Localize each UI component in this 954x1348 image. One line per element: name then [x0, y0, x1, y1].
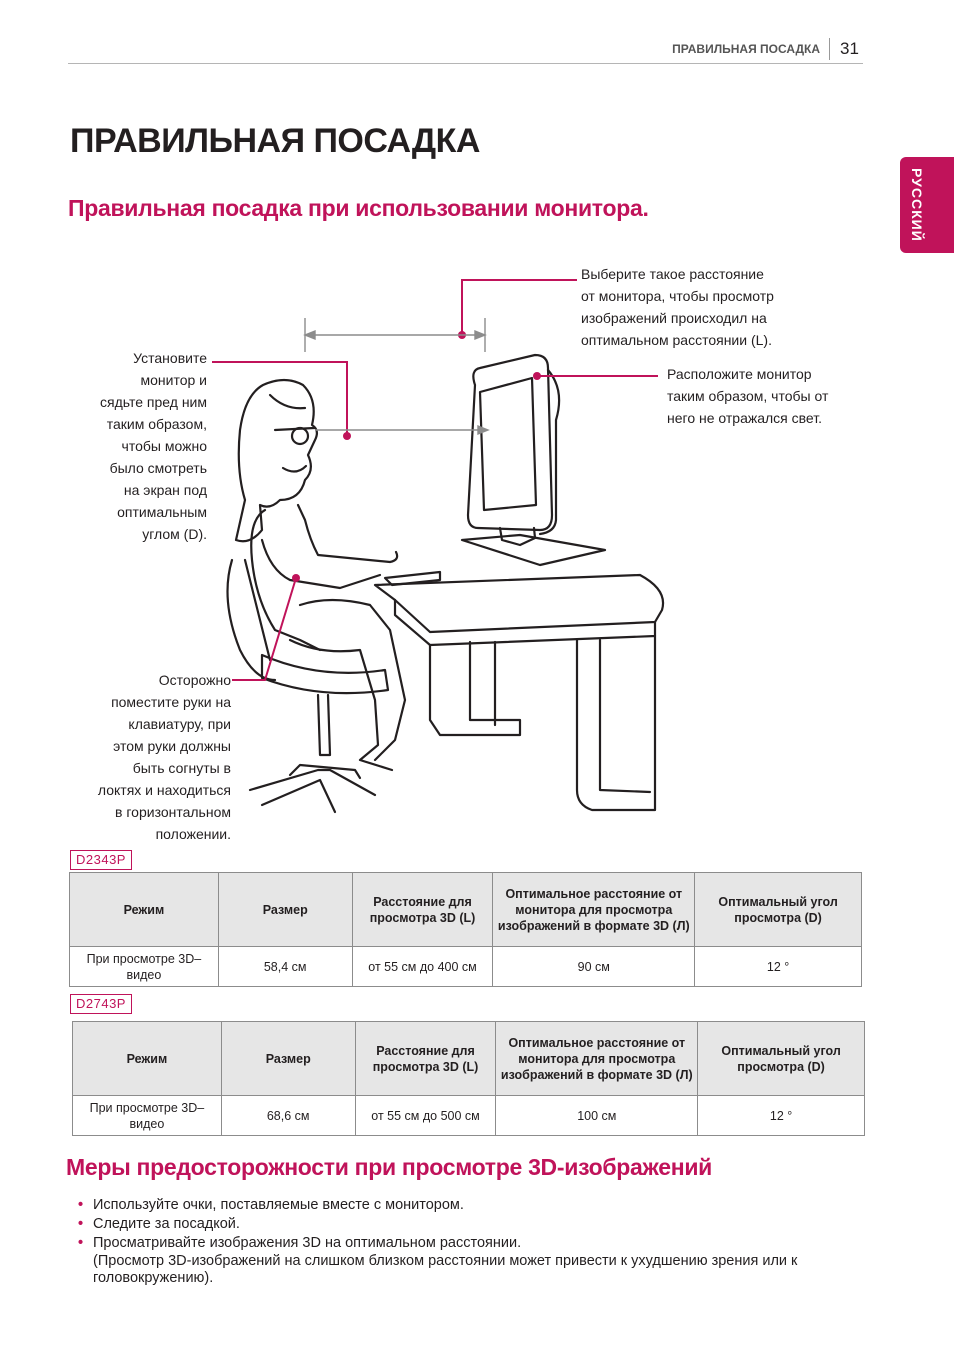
cell-distance: от 55 см до 400 см [352, 947, 493, 987]
cell-mode: При просмотре 3D–видео [70, 947, 219, 987]
table-row [70, 947, 862, 987]
col-optimal-distance: Оптимальное расстояние от монитора для просмотра изображений в формате 3D (Л) [493, 873, 695, 947]
cell-distance: от 55 см до 500 см [355, 1096, 496, 1136]
cell-mode: При просмотре 3D–видео [73, 1096, 222, 1136]
table-header-row [70, 873, 862, 947]
desk-leg-left [430, 642, 520, 735]
list-item: • Следите за посадкой. [78, 1215, 868, 1234]
cell-optimal-distance: 90 см [493, 947, 695, 987]
monitor [468, 355, 552, 530]
col-distance: Расстояние для просмотра 3D (L) [355, 1022, 496, 1096]
table-header-row [73, 1022, 865, 1096]
section-title-posture: Правильная посадка при использовании монитора. [68, 195, 649, 221]
page-number: 31 [840, 39, 859, 58]
note-distance: Выберите такое расстояние от монитора, чтобы просмотр изображений происходил на оптимальном расстоянии (L). [581, 266, 774, 348]
callout-line-distance [462, 280, 577, 335]
cell-optimal-angle: 12 ° [698, 1096, 865, 1136]
callout-dot-glare [533, 372, 541, 380]
note-glare: Расположите монитор таким образом, чтобы от него не отражался свет. [667, 366, 829, 426]
cell-optimal-distance: 100 см [496, 1096, 698, 1136]
col-optimal-angle: Оптимальный угол просмотра (D) [695, 873, 862, 947]
model-tag-d2343p: D2343P [70, 850, 132, 870]
page-title: ПРАВИЛЬНАЯ ПОСАДКА [70, 122, 480, 160]
col-mode: Режим [70, 873, 219, 947]
cell-size: 58,4 см [218, 947, 352, 987]
table-row [73, 1096, 865, 1136]
list-item: • Используйте очки, поставляемые вместе с монитором. [78, 1196, 868, 1215]
note-angle: Установите монитор и сядьте пред ним таким образом, чтобы можно было смотреть на экран под оптимальным углом (D). [100, 350, 207, 542]
cell-size: 68,6 см [221, 1096, 355, 1136]
chair [228, 560, 276, 680]
col-distance: Расстояние для просмотра 3D (L) [352, 873, 493, 947]
col-mode: Режим [73, 1022, 222, 1096]
spec-table-d2743p [72, 1021, 865, 1136]
model-tag-d2743p: D2743P [70, 994, 132, 1014]
language-label: РУССКИЙ [909, 168, 925, 242]
col-optimal-distance: Оптимальное расстояние от монитора для просмотра изображений в формате 3D (Л) [496, 1022, 698, 1096]
precautions-list [78, 1196, 868, 1253]
col-size: Размер [218, 873, 352, 947]
desk-top [375, 575, 663, 632]
section-title-3d-precautions: Меры предосторожности при просмотре 3D-изображений [66, 1154, 712, 1180]
callout-dot-angle [343, 432, 351, 440]
precaution-note: (Просмотр 3D-изображений на слишком близком расстоянии может привести к ухудшению зрения или к головокружению). [93, 1253, 798, 1286]
col-size: Размер [221, 1022, 355, 1096]
running-header-title: ПРАВИЛЬНАЯ ПОСАДКА [672, 42, 820, 56]
col-optimal-angle: Оптимальный угол просмотра (D) [698, 1022, 865, 1096]
callout-line-angle [212, 362, 347, 436]
note-hands: Осторожно поместите руки на клавиатуру, при этом руки должны быть согнуты в локтях и находиться в горизонтальном положении. [97, 672, 231, 842]
cell-optimal-angle: 12 ° [695, 947, 862, 987]
spec-table-d2343p [69, 872, 862, 987]
list-item: • Просматривайте изображения 3D на оптимальном расстоянии. [78, 1234, 868, 1253]
callout-dot-hands [292, 574, 300, 582]
desk-leg-right [577, 636, 655, 810]
